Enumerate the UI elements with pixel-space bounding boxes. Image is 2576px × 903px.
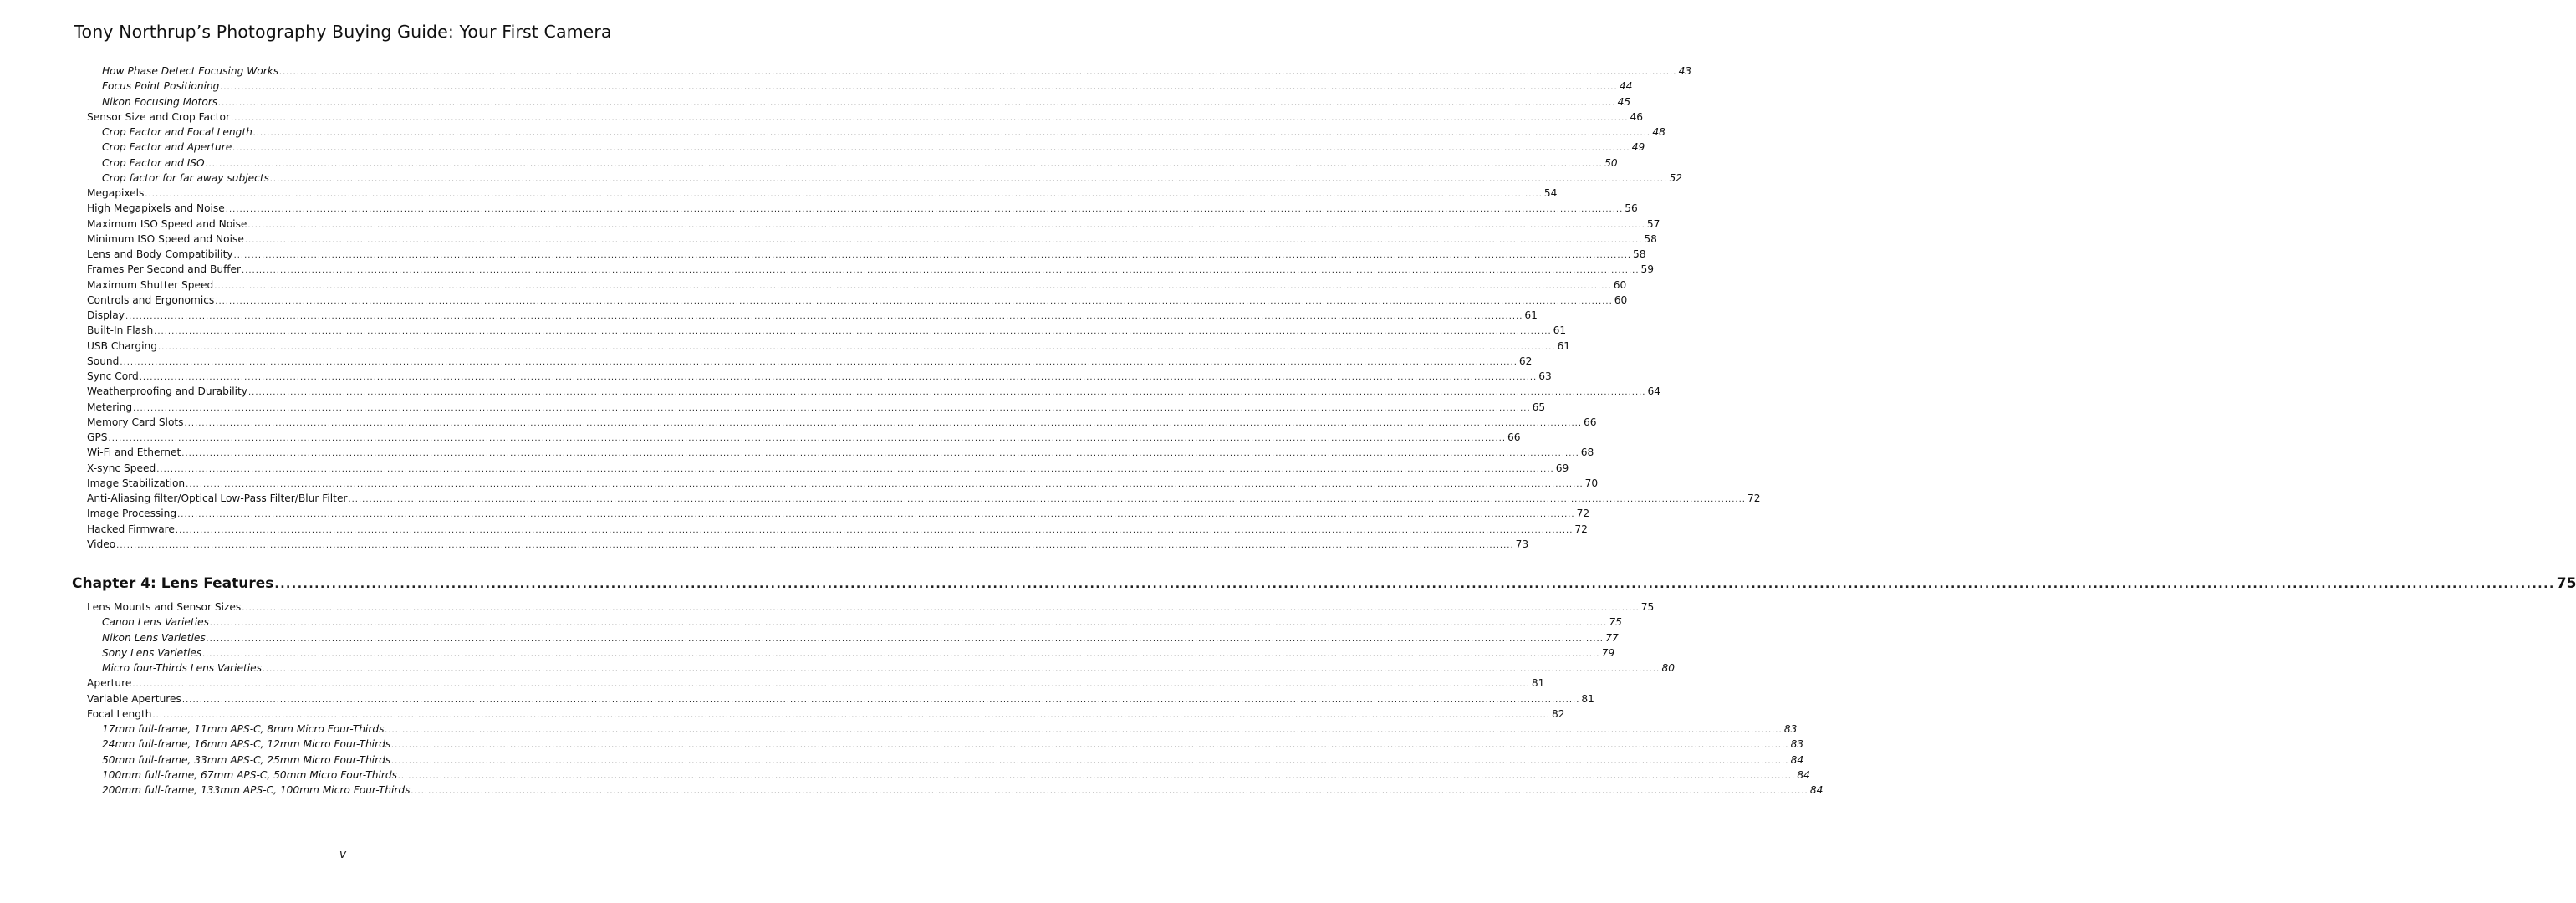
toc-page-number: 60 xyxy=(1613,278,1627,291)
toc-dot-leader: ................................................................................................................................................................................................................................................................................................................................................................................................................ xyxy=(177,510,1575,520)
toc-subsection-entry[interactable] xyxy=(102,752,1804,768)
toc-entry-title: Micro four-Thirds Lens Varieties xyxy=(102,662,262,674)
toc-page-number: 58 xyxy=(1633,248,1646,260)
toc-dot-leader: ................................................................................................................................................................................................................................................................................................................................................................................................................ xyxy=(348,495,1746,504)
toc-entry-title: Sound xyxy=(87,355,120,367)
toc-section-entry[interactable] xyxy=(87,676,1545,691)
toc-page-number: 83 xyxy=(1790,738,1804,751)
toc-page-number: 70 xyxy=(1584,477,1599,489)
toc-dot-leader: ................................................................................................................................................................................................................................................................................................................................................................................................................ xyxy=(125,312,1523,321)
toc-dot-leader: ................................................................................................................................................................................................................................................................................................................................................................................................................ xyxy=(220,83,1618,93)
toc-dot-leader: ................................................................................................................................................................................................................................................................................................................................................................................................................ xyxy=(391,741,1789,751)
toc-section-entry[interactable] xyxy=(87,247,1646,262)
toc-dot-leader: ................................................................................................................................................................................................................................................................................................................................................................................................................ xyxy=(269,174,1668,184)
toc-page-number: 60 xyxy=(1614,293,1628,306)
toc-page-number: 45 xyxy=(1617,95,1631,108)
toc-entry-title: Chapter 4: Lens Features xyxy=(72,575,274,592)
toc-page-number: 75 xyxy=(2556,575,2576,592)
toc-page-number: 48 xyxy=(1652,126,1665,138)
toc-page-number: 80 xyxy=(1661,662,1675,674)
toc-entry-title: Nikon Lens Varieties xyxy=(102,631,206,644)
toc-subsection-entry[interactable] xyxy=(102,661,1675,676)
toc-page-number: 73 xyxy=(1515,538,1529,550)
toc-section-entry[interactable] xyxy=(87,400,1546,415)
toc-dot-leader: ................................................................................................................................................................................................................................................................................................................................................................................................................ xyxy=(139,373,1538,382)
toc-dot-leader: ................................................................................................................................................................................................................................................................................................................................................................................................................ xyxy=(274,578,2555,591)
toc-section-entry[interactable] xyxy=(87,186,1558,201)
toc-dot-leader: ................................................................................................................................................................................................................................................................................................................................................................................................................ xyxy=(232,144,1630,154)
toc-section-entry[interactable] xyxy=(87,461,1569,476)
toc-dot-leader: ................................................................................................................................................................................................................................................................................................................................................................................................................ xyxy=(205,159,1604,169)
toc-dot-leader: ................................................................................................................................................................................................................................................................................................................................................................................................................ xyxy=(120,357,1518,367)
toc-dot-leader: ................................................................................................................................................................................................................................................................................................................................................................................................................ xyxy=(157,342,1556,352)
toc-page-number: 52 xyxy=(1669,171,1682,184)
toc-dot-leader: ................................................................................................................................................................................................................................................................................................................................................................................................................ xyxy=(411,787,1808,796)
toc-section-entry[interactable] xyxy=(87,354,1533,369)
toc-entry-title: Focal Length xyxy=(87,707,152,720)
toc-entry-title: Frames Per Second and Buffer xyxy=(87,263,242,276)
toc-page-number: 61 xyxy=(1553,324,1567,337)
toc-section-entry[interactable] xyxy=(87,339,1570,354)
toc-dot-leader: ................................................................................................................................................................................................................................................................................................................................................................................................................ xyxy=(279,68,1677,77)
toc-section-entry[interactable] xyxy=(87,278,1627,293)
toc-dot-leader: ................................................................................................................................................................................................................................................................................................................................................................................................................ xyxy=(186,479,1584,489)
toc-subsection-entry[interactable] xyxy=(102,722,1798,737)
toc-entry-title: 200mm full-frame, 133mm APS-C, 100mm Micro Four-Thirds xyxy=(102,784,411,796)
toc-page-number: 72 xyxy=(1576,508,1590,520)
toc-section-entry[interactable] xyxy=(87,415,1597,430)
toc-dot-leader: ................................................................................................................................................................................................................................................................................................................................................................................................................ xyxy=(385,726,1783,735)
toc-dot-leader: ................................................................................................................................................................................................................................................................................................................................................................................................................ xyxy=(242,266,1640,276)
toc-subsection-entry[interactable] xyxy=(102,630,1619,645)
toc-page-number: 68 xyxy=(1580,446,1594,459)
toc-section-entry[interactable] xyxy=(87,445,1594,460)
toc-entry-title: Crop factor for far away subjects xyxy=(102,171,269,184)
toc-page-number: 63 xyxy=(1538,370,1552,382)
page-title: Tony Northrup’s Photography Buying Guide: Your First Camera xyxy=(74,22,612,42)
toc-entry-title: Crop Factor and Focal Length xyxy=(102,126,252,138)
toc-subsection-entry[interactable] xyxy=(102,64,1692,79)
toc-dot-leader: ................................................................................................................................................................................................................................................................................................................................................................................................................ xyxy=(262,665,1660,674)
toc-dot-leader: ................................................................................................................................................................................................................................................................................................................................................................................................................ xyxy=(116,540,1514,550)
toc-section-entry[interactable] xyxy=(87,293,1628,308)
toc-page-number: 59 xyxy=(1640,263,1655,276)
toc-entry-title: Crop Factor and ISO xyxy=(102,156,205,169)
toc-entry-title: Variable Apertures xyxy=(87,692,181,705)
toc-page-number: 81 xyxy=(1581,692,1594,705)
toc-entry-title: Sync Cord xyxy=(87,370,139,382)
toc-entry-title: Focus Point Positioning xyxy=(102,80,220,93)
toc-section-entry[interactable] xyxy=(87,217,1660,232)
toc-chapter-entry[interactable] xyxy=(72,573,2576,594)
toc-dot-leader: ................................................................................................................................................................................................................................................................................................................................................................................................................ xyxy=(218,98,1616,108)
toc-section-entry[interactable] xyxy=(87,522,1588,537)
toc-entry-title: Controls and Ergonomics xyxy=(87,293,215,306)
toc-dot-leader: ................................................................................................................................................................................................................................................................................................................................................................................................................ xyxy=(230,113,1629,123)
toc-entry-title: Maximum ISO Speed and Noise xyxy=(87,217,247,230)
toc-dot-leader: ................................................................................................................................................................................................................................................................................................................................................................................................................ xyxy=(184,418,1583,428)
toc-entry-title: Wi-Fi and Ethernet xyxy=(87,446,181,459)
toc-dot-leader: ................................................................................................................................................................................................................................................................................................................................................................................................................ xyxy=(145,190,1543,199)
toc-subsection-entry[interactable] xyxy=(102,125,1665,140)
toc-entry-title: Built-In Flash xyxy=(87,324,154,337)
toc-entry-title: Lens Mounts and Sensor Sizes xyxy=(87,601,242,613)
toc-page-number: 84 xyxy=(1809,784,1824,796)
toc-page-number: 62 xyxy=(1518,355,1533,367)
toc-dot-leader: ................................................................................................................................................................................................................................................................................................................................................................................................................ xyxy=(152,710,1550,720)
toc-page-number: 82 xyxy=(1551,707,1565,720)
toc-dot-leader: ................................................................................................................................................................................................................................................................................................................................................................................................................ xyxy=(214,281,1612,291)
toc-section-entry[interactable] xyxy=(87,110,1643,125)
toc-subsection-entry[interactable] xyxy=(102,79,1633,94)
toc-entry-title: 100mm full-frame, 67mm APS-C, 50mm Micro Four-Thirds xyxy=(102,768,397,781)
toc-page-number: 84 xyxy=(1790,753,1804,766)
toc-dot-leader: ................................................................................................................................................................................................................................................................................................................................................................................................................ xyxy=(225,205,1624,215)
toc-section-entry[interactable] xyxy=(87,707,1565,722)
toc-dot-leader: ................................................................................................................................................................................................................................................................................................................................................................................................................ xyxy=(248,388,1646,398)
toc-page-number: 46 xyxy=(1630,110,1643,123)
toc-entry-title: Aperture xyxy=(87,677,132,690)
toc-page-number: 65 xyxy=(1532,400,1546,413)
toc-page-number: 43 xyxy=(1678,65,1692,77)
toc-section-entry[interactable] xyxy=(87,323,1567,338)
toc-dot-leader: ................................................................................................................................................................................................................................................................................................................................................................................................................ xyxy=(397,771,1796,781)
toc-page-number: 84 xyxy=(1797,768,1810,781)
toc-page-number: 66 xyxy=(1584,416,1597,428)
toc-subsection-entry[interactable] xyxy=(102,783,1824,798)
toc-dot-leader: ................................................................................................................................................................................................................................................................................................................................................................................................................ xyxy=(209,619,1608,629)
toc-subsection-entry[interactable] xyxy=(102,645,1615,661)
toc-dot-leader: ................................................................................................................................................................................................................................................................................................................................................................................................................ xyxy=(181,695,1580,705)
toc-dot-leader: ................................................................................................................................................................................................................................................................................................................................................................................................................ xyxy=(252,129,1651,138)
toc-page-number: 56 xyxy=(1625,202,1638,215)
toc-entry-title: Image Processing xyxy=(87,508,177,520)
toc-subsection-entry[interactable] xyxy=(102,615,1622,630)
toc-entry-title: 50mm full-frame, 33mm APS-C, 25mm Micro Four-Thirds xyxy=(102,753,391,766)
toc-section-entry[interactable] xyxy=(87,232,1657,247)
toc-page-number: 44 xyxy=(1619,80,1633,93)
toc-section-entry[interactable] xyxy=(87,476,1599,491)
toc-page-number: 57 xyxy=(1646,217,1660,230)
toc-entry-title: Hacked Firmware xyxy=(87,523,175,535)
toc-section-entry[interactable] xyxy=(87,691,1594,707)
toc-entry-title: X-sync Speed xyxy=(87,462,156,474)
toc-entry-title: Metering xyxy=(87,400,133,413)
toc-subsection-entry[interactable] xyxy=(102,737,1804,752)
toc-entry-title: Weatherproofing and Durability xyxy=(87,385,247,398)
toc-entry-title: Nikon Focusing Motors xyxy=(102,95,218,108)
toc-entry-title: USB Charging xyxy=(87,339,157,352)
toc-section-entry[interactable] xyxy=(87,430,1521,445)
toc-section-entry[interactable] xyxy=(87,369,1552,384)
toc-entry-title: Megapixels xyxy=(87,187,145,199)
toc-page-number: 61 xyxy=(1557,339,1570,352)
toc-dot-leader: ................................................................................................................................................................................................................................................................................................................................................................................................................ xyxy=(154,327,1552,337)
toc-section-entry[interactable] xyxy=(87,262,1655,277)
toc-section-entry[interactable] xyxy=(87,308,1538,323)
toc-page-number: 69 xyxy=(1555,462,1569,474)
toc-entry-title: Video xyxy=(87,538,116,550)
toc-subsection-entry[interactable] xyxy=(102,768,1810,783)
toc-entry-title: Sony Lens Varieties xyxy=(102,646,202,659)
toc-dot-leader: ................................................................................................................................................................................................................................................................................................................................................................................................................ xyxy=(242,604,1640,613)
toc-page-number: 61 xyxy=(1524,309,1538,321)
toc-section-entry[interactable] xyxy=(87,537,1529,552)
toc-page-number: 72 xyxy=(1574,523,1588,535)
toc-dot-leader: ................................................................................................................................................................................................................................................................................................................................................................................................................ xyxy=(132,680,1530,690)
toc-entry-title: GPS xyxy=(87,431,108,443)
toc-dot-leader: ................................................................................................................................................................................................................................................................................................................................................................................................................ xyxy=(108,434,1507,443)
toc-section-entry[interactable] xyxy=(87,491,1761,506)
toc-dot-leader: ................................................................................................................................................................................................................................................................................................................................................................................................................ xyxy=(391,756,1789,766)
toc-page-number: 58 xyxy=(1644,232,1657,245)
toc-subsection-entry[interactable] xyxy=(102,140,1645,155)
toc-dot-leader: ................................................................................................................................................................................................................................................................................................................................................................................................................ xyxy=(215,296,1613,306)
toc-dot-leader: ................................................................................................................................................................................................................................................................................................................................................................................................................ xyxy=(206,634,1604,644)
toc-page-number: 54 xyxy=(1543,187,1558,199)
toc-entry-title: 17mm full-frame, 11mm APS-C, 8mm Micro Four-Thirds xyxy=(102,723,385,735)
toc-page-number: 66 xyxy=(1507,431,1521,443)
toc-entry-title: How Phase Detect Focusing Works xyxy=(102,65,279,77)
page-number-footer: v xyxy=(339,848,347,861)
toc-page-number: 50 xyxy=(1604,156,1618,169)
toc-section-entry[interactable] xyxy=(87,201,1638,216)
toc-dot-leader: ................................................................................................................................................................................................................................................................................................................................................................................................................ xyxy=(244,235,1643,245)
toc-entry-title: Lens and Body Compatibility xyxy=(87,248,233,260)
toc-dot-leader: ................................................................................................................................................................................................................................................................................................................................................................................................................ xyxy=(247,220,1645,230)
toc-section-entry[interactable] xyxy=(87,599,1655,615)
toc-page-number: 81 xyxy=(1531,677,1545,690)
toc-dot-leader: ................................................................................................................................................................................................................................................................................................................................................................................................................ xyxy=(181,449,1579,459)
toc-dot-leader: ................................................................................................................................................................................................................................................................................................................................................................................................................ xyxy=(175,525,1574,535)
toc-entry-title: Canon Lens Varieties xyxy=(102,616,209,629)
toc-subsection-entry[interactable] xyxy=(102,171,1682,186)
toc-entry-title: Image Stabilization xyxy=(87,477,186,489)
toc-page-number: 83 xyxy=(1783,723,1798,735)
toc-entry-title: Display xyxy=(87,309,125,321)
toc-entry-title: Anti-Aliasing filter/Optical Low-Pass Filter/Blur Filter xyxy=(87,492,348,504)
toc-entry-title: High Megapixels and Noise xyxy=(87,202,225,215)
toc-section-entry[interactable] xyxy=(87,506,1590,521)
toc-page-number: 72 xyxy=(1747,492,1761,504)
toc-dot-leader: ................................................................................................................................................................................................................................................................................................................................................................................................................ xyxy=(202,649,1600,659)
toc-entry-title: 24mm full-frame, 16mm APS-C, 12mm Micro Four-Thirds xyxy=(102,738,391,751)
toc-section-entry[interactable] xyxy=(87,384,1660,399)
toc-page-number: 64 xyxy=(1647,385,1660,398)
toc-page-number: 79 xyxy=(1601,646,1615,659)
toc-subsection-entry[interactable] xyxy=(102,94,1631,110)
toc-entry-title: Sensor Size and Crop Factor xyxy=(87,110,230,123)
toc-page-number: 77 xyxy=(1605,631,1619,644)
toc-entry-title: Maximum Shutter Speed xyxy=(87,278,214,291)
toc-page-number: 49 xyxy=(1631,141,1645,154)
toc-subsection-entry[interactable] xyxy=(102,156,1618,171)
toc-entry-title: Minimum ISO Speed and Noise xyxy=(87,232,244,245)
toc-dot-leader: ................................................................................................................................................................................................................................................................................................................................................................................................................ xyxy=(156,464,1554,474)
toc-entry-title: Memory Card Slots xyxy=(87,416,184,428)
toc-dot-leader: ................................................................................................................................................................................................................................................................................................................................................................................................................ xyxy=(133,403,1531,413)
toc-dot-leader: ................................................................................................................................................................................................................................................................................................................................................................................................................ xyxy=(233,251,1632,260)
toc-page-number: 75 xyxy=(1640,601,1655,613)
toc-entry-title: Crop Factor and Aperture xyxy=(102,141,232,154)
toc-page-number: 75 xyxy=(1609,616,1622,629)
